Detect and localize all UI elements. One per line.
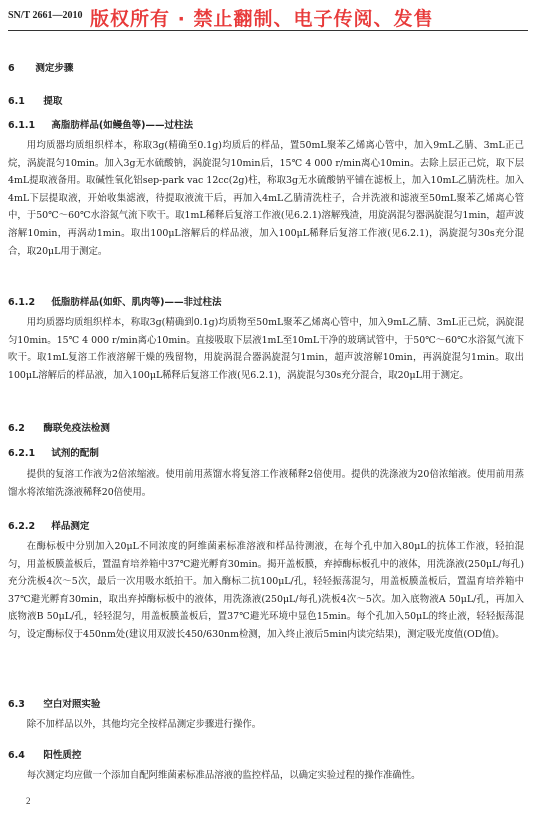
section-number: 6.2 <box>8 423 25 434</box>
paragraph-6-1-2: 用均质器均质组织样本，称取3g(精确到0.1g)均质物至50mL聚苯乙烯离心管中，加入9mL乙腈、3mL正己烷，涡旋混匀10min。15℃ 4 000 r/min离心10min。直接吸取下层液1mL至10mL干净的玻璃试管中，于50℃～60℃水浴氮气流下吹干。取1mL复溶工作液溶解干燥的残留物，用旋涡混合器涡旋混匀1min，超声波溶解10min，再涡旋混匀1min。取出100μL溶解后的样品液，加入100μL稀释后复溶工作液(见6.2.1)，涡旋混匀30s充分混合，取20μL用于测定。 <box>8 317 524 381</box>
paragraph-6-4: 每次测定均应做一个添加自配阿维菌素标准品溶液的监控样品，以确定实验过程的操作准确性。 <box>26 770 421 781</box>
section-title: 阳性质控 <box>43 750 82 761</box>
section-title: 酶联免疫法检测 <box>43 423 110 434</box>
section-heading-6-2-1 <box>8 445 99 459</box>
copyright-watermark: 版权所有 · 禁止翻制、电子传阅、发售 <box>90 8 434 30</box>
section-heading-6-2-2 <box>8 518 89 532</box>
section-number: 6.1 <box>8 96 25 107</box>
header-divider <box>8 30 528 31</box>
section-number: 6.1.2 <box>8 297 36 308</box>
section-number: 6.2.1 <box>8 448 36 459</box>
section-number: 6.2.2 <box>8 521 36 532</box>
page-header <box>0 0 535 34</box>
section-heading-6 <box>8 60 73 74</box>
section-heading-6-1-1 <box>8 117 193 131</box>
section-title: 试剂的配制 <box>51 448 99 459</box>
section-title: 样品测定 <box>51 521 90 532</box>
section-number: 6.1.1 <box>8 120 36 131</box>
section-title: 空白对照实验 <box>43 699 101 710</box>
paragraph-6-1-1: 用均质器均质组织样本，称取3g(精确至0.1g)均质后的样品，置50mL聚苯乙烯离心管中，加入9mL乙腈、3mL正己烷，涡旋混匀10min。加入3g无水硫酸钠，涡旋混匀10min后，15℃ 4 000 r/min离心10min。去除上层正己烷，取下层4mL提取液备用。取碱性氧化铝sep-park vac 12cc(2g)柱，称取3g无水硫酸钠平铺在滤板上，加入10mL乙腈洗柱。加入4mL下层提取液，开始收集滤液，待提取液流干后，再加入4mL乙腈清洗柱子，合并洗液和滤液至50mL聚苯乙烯离心管中，于50℃～60℃水浴氮气流下吹干。取1mL稀释后复溶工作液(见6.2.1)溶解残渣，用旋涡混匀器涡旋混匀1min，超声波溶解10min，再涡动1min。取出100μL溶解后的样品液，加入100μL稀释后复溶工作液(见6.2.1)，涡旋混匀30s充分混合，取20μL用于测定。 <box>8 140 524 257</box>
section-title: 高脂肪样品(如鳗鱼等)——过柱法 <box>51 120 193 131</box>
paragraph-6-2-1: 提供的复溶工作液为2倍浓缩液。使用前用蒸馏水将复溶工作液稀释2倍使用。提供的洗涤液为20倍浓缩液。使用前用蒸馏水将浓缩洗涤液稀释20倍使用。 <box>8 469 524 498</box>
section-heading-6-1-2 <box>8 294 222 308</box>
paragraph-6-2-2: 在酶标板中分别加入20μL不同浓度的阿维菌素标准溶液和样品待测液，在每个孔中加入80μL的抗体工作液，轻拍混匀，用盖板膜盖板后，置温育培养箱中37℃避光孵育30min。揭开盖板膜，弃掉酶标板孔中的液体，用洗涤液(250μL/每孔)充分洗板4次～5次，最后一次用吸水纸拍干。加入酶标二抗100μL/孔，轻轻振荡混匀，用盖板膜盖板后，置温育培养箱中37℃避光孵育30min，取出弃掉酶标板中的液体，用洗涤液(250μL/每孔)洗板4次～5次。加入底物液A 50μL/孔，再加入底物液B 50μL/孔，轻轻混匀，用盖板膜盖板后，置37℃避光环境中显色15min。每个孔加入50μL的终止液，轻轻振荡混匀，设定酶标仪于450nm处(建议用双波长450/630nm检测，加入终止液后5min内读完结果)，测定吸光度值(OD值)。 <box>8 541 524 640</box>
section-number: 6 <box>8 63 15 74</box>
section-number: 6.4 <box>8 750 25 761</box>
section-title: 提取 <box>43 96 63 107</box>
paragraph-6-3: 除不加样品以外，其他均完全按样品测定步骤进行操作。 <box>26 719 262 730</box>
section-title: 低脂肪样品(如虾、肌肉等)——非过柱法 <box>51 297 222 308</box>
section-heading-6-3 <box>8 696 100 710</box>
standard-code: SN/T 2661—2010 <box>8 10 83 21</box>
section-heading-6-2 <box>8 420 110 434</box>
section-heading-6-1 <box>8 93 62 107</box>
section-heading-6-4 <box>8 747 81 761</box>
section-title: 测定步骤 <box>35 63 74 74</box>
page-number: 2 <box>26 796 31 806</box>
section-number: 6.3 <box>8 699 25 710</box>
